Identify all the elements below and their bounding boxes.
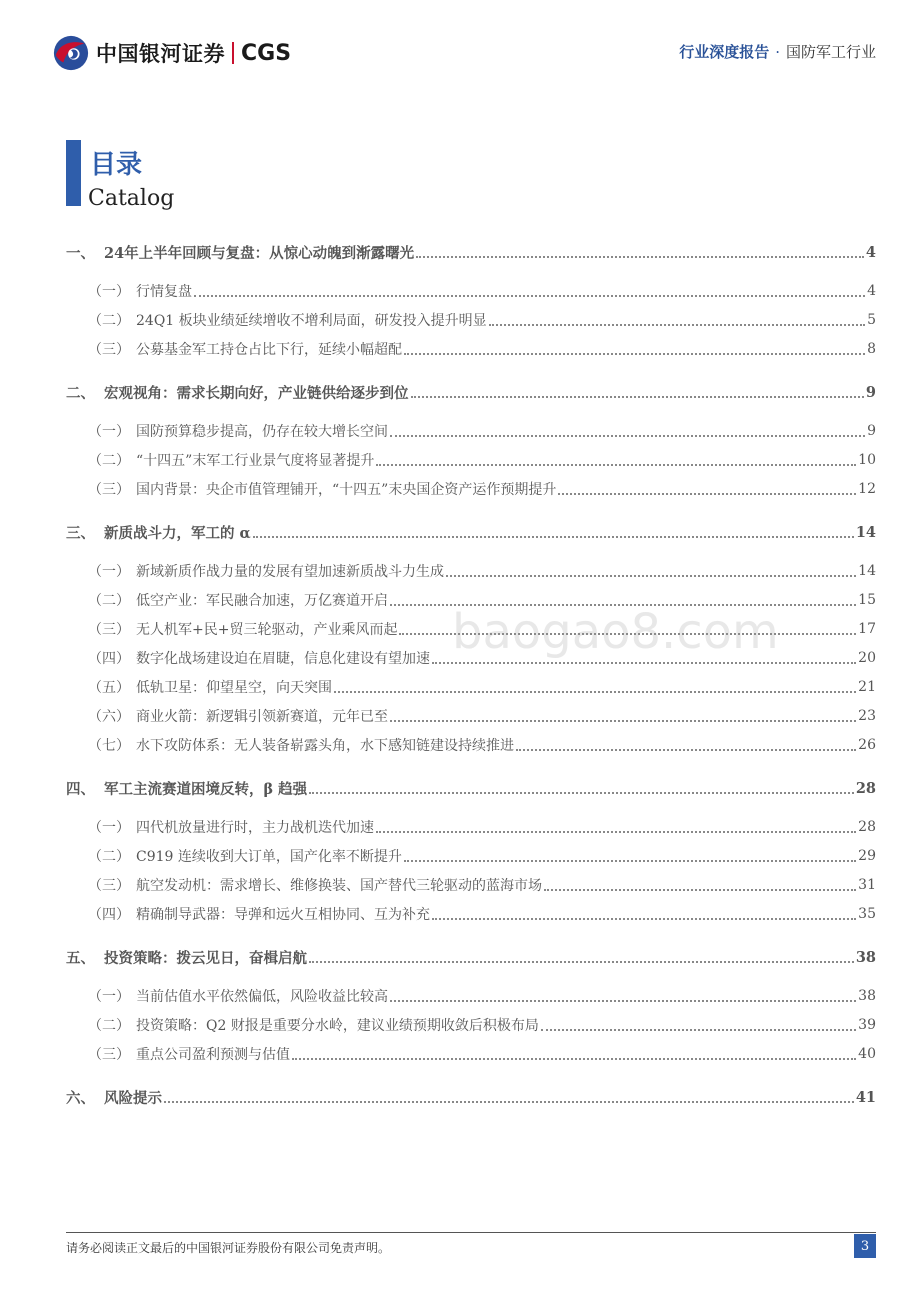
- toc-leader-dots: [194, 295, 865, 297]
- toc-leader-dots: [544, 889, 856, 891]
- toc-entry-number: （一）: [88, 989, 130, 1005]
- toc-entry-number: （二）: [88, 1018, 130, 1034]
- catalog-accent-bar: [66, 140, 81, 206]
- toc-entry-page: 23: [858, 708, 876, 724]
- toc-chapter-entry[interactable]: [66, 238, 876, 266]
- toc-entry-title: 航空发动机：需求增长、维修换装、国产替代三轮驱动的蓝海市场: [136, 878, 542, 894]
- toc-entry-page: 4: [865, 243, 876, 261]
- toc-chapter-entry[interactable]: [66, 774, 876, 802]
- toc-section-entry[interactable]: [66, 982, 876, 1010]
- toc-section-entry[interactable]: [66, 335, 876, 363]
- toc-entry-title: 数字化战场建设迫在眉睫，信息化建设有望加速: [136, 651, 430, 667]
- toc-entry-title: 低空产业：军民融合加速，万亿赛道开启: [136, 593, 388, 609]
- toc-entry-page: 29: [858, 848, 876, 864]
- toc-chapter-entry[interactable]: [66, 943, 876, 971]
- toc-entry-title: 国内背景：央企市值管理铺开，“十四五”末央国企资产运作预期提升: [136, 482, 557, 498]
- toc-entry-number: （一）: [88, 820, 130, 836]
- toc-entry-title: 四代机放量进行时，主力战机迭代加速: [136, 820, 374, 836]
- toc-leader-dots: [292, 1058, 856, 1060]
- toc-section-entry[interactable]: [66, 842, 876, 870]
- toc-entry-title: “十四五”末军工行业景气度将显著提升: [136, 453, 375, 469]
- toc-leader-dots: [390, 1000, 856, 1002]
- logo-text-en: CGS: [241, 40, 292, 66]
- toc-entry-number: （三）: [88, 622, 130, 638]
- toc-entry-number: （二）: [88, 849, 130, 865]
- report-type: 行业深度报告: [679, 43, 770, 61]
- toc-entry-page: 4: [867, 283, 876, 299]
- toc-leader-dots: [541, 1029, 856, 1031]
- toc-entry-title: 宏观视角：需求长期向好，产业链供给逐步到位: [104, 384, 409, 402]
- toc-entry-title: 重点公司盈利预测与估值: [136, 1047, 290, 1063]
- company-logo: [52, 34, 291, 72]
- toc-leader-dots: [309, 792, 854, 794]
- toc-entry-number: （四）: [88, 907, 130, 923]
- toc-entry-number: （一）: [88, 564, 130, 580]
- toc-entry-title: 当前估值水平依然偏低，风险收益比较高: [136, 989, 388, 1005]
- toc-entry-title: 24年上半年回顾与复盘：从惊心动魄到渐露曙光: [104, 244, 415, 262]
- toc-leader-dots: [516, 749, 856, 751]
- toc-section-entry[interactable]: [66, 871, 876, 899]
- toc-entry-page: 39: [858, 1017, 876, 1033]
- toc-entry-title: 无人机军+民+贸三轮驱动，产业乘风而起: [136, 622, 398, 638]
- report-category: [679, 41, 876, 62]
- toc-section-entry[interactable]: [66, 446, 876, 474]
- toc-leader-dots: [416, 256, 864, 258]
- toc-entry-title: 水下攻防体系：无人装备崭露头角，水下感知链建设持续推进: [136, 738, 514, 754]
- toc-entry-number: （三）: [88, 878, 130, 894]
- toc-entry-number: （六）: [88, 709, 130, 725]
- toc-entry-page: 38: [855, 948, 876, 966]
- toc-entry-page: 40: [858, 1046, 876, 1062]
- toc-entry-number: 六、: [66, 1089, 95, 1107]
- toc-leader-dots: [489, 324, 865, 326]
- header-separator: ·: [775, 43, 780, 61]
- toc-entry-title: 投资策略：拨云见日，奋楫启航: [104, 949, 307, 967]
- toc-leader-dots: [404, 353, 865, 355]
- toc-entry-page: 38: [858, 988, 876, 1004]
- toc-entry-number: 一、: [66, 244, 95, 262]
- toc-entry-page: 9: [865, 383, 876, 401]
- toc-leader-dots: [432, 662, 856, 664]
- toc-section-entry[interactable]: [66, 306, 876, 334]
- toc-section-entry[interactable]: [66, 900, 876, 928]
- toc-entry-title: 行情复盘: [136, 284, 192, 300]
- toc-entry-title: 新域新质作战力量的发展有望加速新质战斗力生成: [136, 564, 444, 580]
- toc-entry-page: 41: [855, 1088, 876, 1106]
- toc-section-entry[interactable]: [66, 1011, 876, 1039]
- toc-leader-dots: [446, 575, 856, 577]
- toc-section-entry[interactable]: [66, 702, 876, 730]
- toc-entry-title: 风险提示: [104, 1089, 162, 1107]
- toc-leader-dots: [404, 860, 856, 862]
- toc-entry-number: （二）: [88, 313, 130, 329]
- toc-entry-number: （一）: [88, 424, 130, 440]
- toc-entry-number: （一）: [88, 284, 130, 300]
- toc-section-entry[interactable]: [66, 475, 876, 503]
- toc-leader-dots: [376, 831, 856, 833]
- toc-entry-page: 21: [858, 679, 876, 695]
- toc-entry-page: 26: [858, 737, 876, 753]
- toc-entry-number: （三）: [88, 482, 130, 498]
- toc-entry-page: 14: [855, 523, 876, 541]
- logo-text-cn: 中国银河证券: [96, 42, 225, 66]
- toc-entry-page: 10: [858, 452, 876, 468]
- toc-leader-dots: [558, 493, 856, 495]
- toc-leader-dots: [164, 1101, 854, 1103]
- toc-entry-number: （三）: [88, 1047, 130, 1063]
- toc-chapter-entry[interactable]: [66, 1083, 876, 1111]
- toc-entry-title: 低轨卫星：仰望星空，向天突围: [136, 680, 332, 696]
- toc-entry-number: 二、: [66, 384, 95, 402]
- toc-entry-page: 8: [867, 341, 876, 357]
- toc-leader-dots: [334, 691, 856, 693]
- footer-disclaimer: 请务必阅读正文最后的中国银河证券股份有限公司免责声明。: [66, 1241, 391, 1255]
- toc-section-entry[interactable]: [66, 417, 876, 445]
- toc-entry-number: （七）: [88, 738, 130, 754]
- toc-entry-title: 24Q1 板块业绩延续增收不增利局面，研发投入提升明显: [136, 313, 487, 329]
- toc-entry-title: C919 连续收到大订单，国产化率不断提升: [136, 849, 402, 865]
- toc-entry-page: 12: [858, 481, 876, 497]
- toc-entry-page: 31: [858, 877, 876, 893]
- toc-entry-title: 国防预算稳步提高，仍存在较大增长空间: [136, 424, 388, 440]
- watermark: baogao8.com: [452, 604, 779, 660]
- toc-entry-page: 35: [858, 906, 876, 922]
- toc-entry-page: 28: [855, 779, 876, 797]
- logo-divider: [232, 42, 234, 64]
- toc-leader-dots: [376, 464, 856, 466]
- toc-entry-page: 28: [858, 819, 876, 835]
- toc-section-entry[interactable]: [66, 731, 876, 759]
- toc-entry-number: 四、: [66, 780, 95, 798]
- page-number: 3: [854, 1234, 876, 1258]
- page-header: [52, 28, 876, 74]
- toc-leader-dots: [411, 396, 864, 398]
- galaxy-logo-icon: [52, 34, 90, 72]
- toc-entry-title: 公募基金军工持仓占比下行，延续小幅超配: [136, 342, 402, 358]
- catalog-title-en: Catalog: [88, 186, 175, 211]
- toc-entry-page: 15: [858, 592, 876, 608]
- toc-entry-page: 5: [867, 312, 876, 328]
- toc-entry-number: （二）: [88, 593, 130, 609]
- toc-entry-title: 精确制导武器：导弹和远火互相协同、互为补充: [136, 907, 430, 923]
- toc-entry-title: 军工主流赛道困境反转，β 趋强: [104, 780, 308, 798]
- toc-entry-number: （三）: [88, 342, 130, 358]
- catalog-title-cn: 目录: [90, 150, 143, 180]
- toc-entry-number: （四）: [88, 651, 130, 667]
- toc-leader-dots: [432, 918, 856, 920]
- toc-entry-number: 五、: [66, 949, 95, 967]
- toc-entry-page: 20: [858, 650, 876, 666]
- toc-section-entry[interactable]: [66, 1040, 876, 1068]
- toc-entry-page: 9: [867, 423, 876, 439]
- toc-chapter-entry[interactable]: [66, 518, 876, 546]
- toc-leader-dots: [253, 536, 854, 538]
- toc-leader-dots: [309, 961, 854, 963]
- toc-leader-dots: [390, 435, 865, 437]
- toc-section-entry[interactable]: [66, 557, 876, 585]
- toc-section-entry[interactable]: [66, 813, 876, 841]
- toc-entry-page: 14: [858, 563, 876, 579]
- toc-entry-title: 商业火箭：新逻辑引领新赛道，元年已至: [136, 709, 388, 725]
- toc-entry-page: 17: [858, 621, 876, 637]
- toc-entry-number: （五）: [88, 680, 130, 696]
- toc-leader-dots: [390, 720, 856, 722]
- industry-name: 国防军工行业: [785, 43, 876, 61]
- toc-entry-number: 三、: [66, 524, 95, 542]
- toc-chapter-entry[interactable]: [66, 378, 876, 406]
- toc-entry-title: 投资策略：Q2 财报是重要分水岭，建议业绩预期收敛后积极布局: [136, 1018, 539, 1034]
- toc-entry-title: 新质战斗力，军工的 α: [104, 524, 251, 542]
- toc-entry-number: （二）: [88, 453, 130, 469]
- toc-section-entry[interactable]: [66, 673, 876, 701]
- footer-divider: [66, 1232, 876, 1233]
- toc-section-entry[interactable]: [66, 277, 876, 305]
